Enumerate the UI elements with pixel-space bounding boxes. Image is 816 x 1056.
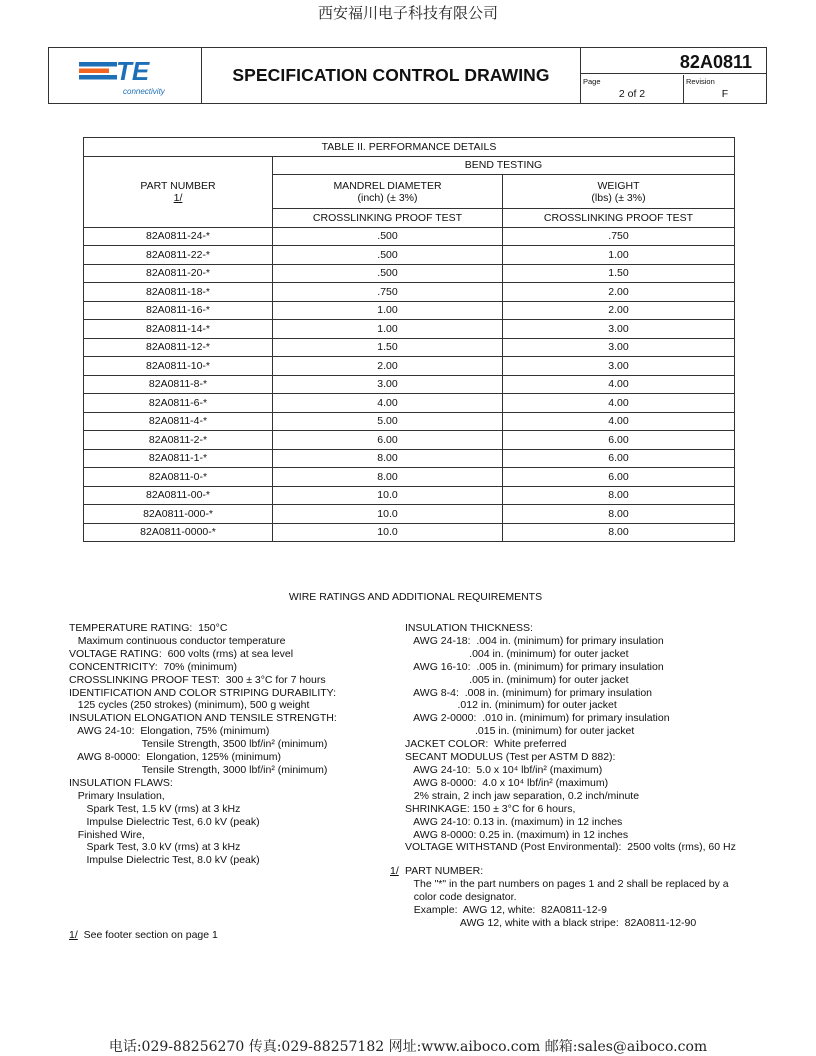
weight-cell: 8.00 <box>503 486 735 505</box>
weight-cell: 2.00 <box>503 301 735 320</box>
part-number-cell: 82A0811-22-* <box>84 246 273 265</box>
requirement-line: SECANT MODULUS (Test per ASTM D 882): <box>405 751 616 764</box>
requirement-line: Primary Insulation, <box>69 789 165 802</box>
mandrel-diameter-cell: 10.0 <box>273 505 503 524</box>
performance-table <box>83 137 735 542</box>
weight-cell: 4.00 <box>503 394 735 413</box>
bend-testing-header: BEND TESTING <box>273 156 735 175</box>
part-number-cell: 82A0811-18-* <box>84 283 273 302</box>
mandrel-subheader: CROSSLINKING PROOF TEST <box>273 209 503 228</box>
weight-cell: 2.00 <box>503 283 735 302</box>
revision-value: F <box>721 88 729 100</box>
note-line: color code designator. <box>405 890 517 903</box>
part-number-header <box>84 156 273 227</box>
requirement-line: AWG 24-18: .004 in. (minimum) for primary insulation <box>405 634 664 647</box>
weight-cell: 4.00 <box>503 412 735 431</box>
table-row <box>84 320 735 339</box>
mandrel-diameter-cell: .500 <box>273 264 503 283</box>
part-number-cell: 82A0811-20-* <box>84 264 273 283</box>
wire-ratings-left-column <box>69 622 337 867</box>
requirement-line: .012 in. (minimum) for outer jacket <box>405 699 617 712</box>
te-logo-icon <box>49 48 201 103</box>
footnote-mark: 1/ <box>69 929 78 941</box>
part-number-note-text <box>405 865 729 930</box>
title-block <box>48 47 767 104</box>
note-line: AWG 12, white with a black stripe: 82A0811-12-90 <box>405 916 697 929</box>
wire-ratings-title: WIRE RATINGS AND ADDITIONAL REQUIREMENTS <box>288 591 543 603</box>
mandrel-diameter-cell: .500 <box>273 246 503 265</box>
requirement-line: CONCENTRICITY: 70% (minimum) <box>69 660 238 673</box>
requirement-line: Impulse Dielectric Test, 8.0 kV (peak) <box>69 854 260 867</box>
mandrel-diameter-cell: 6.00 <box>273 431 503 450</box>
part-number-cell: 82A0811-16-* <box>84 301 273 320</box>
table-row <box>84 394 735 413</box>
table-row <box>84 357 735 376</box>
document-title: SPECIFICATION CONTROL DRAWING <box>202 48 581 103</box>
note-line: Example: AWG 12, white: 82A0811-12-9 <box>405 903 607 916</box>
requirement-line: AWG 8-0000: Elongation, 125% (minimum) <box>69 751 282 764</box>
part-number-cell: 82A0811-0000-* <box>84 523 273 542</box>
requirement-line: AWG 24-10: 5.0 x 10⁴ lbf/in² (maximum) <box>405 763 603 776</box>
table-row <box>84 338 735 357</box>
requirement-line: Tensile Strength, 3000 lbf/in² (minimum) <box>69 763 328 776</box>
weight-cell: 8.00 <box>503 523 735 542</box>
weight-cell: 3.00 <box>503 320 735 339</box>
requirement-line: INSULATION FLAWS: <box>69 776 173 789</box>
mandrel-diameter-cell: 8.00 <box>273 468 503 487</box>
page-label: Page <box>583 77 601 86</box>
requirement-line: 2% strain, 2 inch jaw separation, 0.2 inch/minute <box>405 789 640 802</box>
revision-cell <box>684 75 766 103</box>
requirement-line: VOLTAGE WITHSTAND (Post Environmental): 2500 volts (rms), 60 Hz <box>405 841 736 854</box>
part-number-cell: 82A0811-24-* <box>84 227 273 246</box>
mandrel-diameter-cell: 8.00 <box>273 449 503 468</box>
mandrel-diameter-cell: .750 <box>273 283 503 302</box>
table-row <box>84 412 735 431</box>
footnote-text: See footer section on page 1 <box>77 929 218 941</box>
table-row <box>84 505 735 524</box>
requirement-line: INSULATION THICKNESS: <box>405 622 533 634</box>
weight-cell: 1.00 <box>503 246 735 265</box>
mandrel-header-line1: MANDREL DIAMETER <box>333 179 442 192</box>
part-number-note: 1/ <box>173 191 183 204</box>
requirement-line: SHRINKAGE: 150 ± 3°C for 6 hours, <box>405 802 576 815</box>
weight-cell: 6.00 <box>503 431 735 450</box>
requirement-line: AWG 24-10: 0.13 in. (maximum) in 12 inches <box>405 815 623 828</box>
top-banner: 西安福川电子科技有限公司 <box>317 4 498 22</box>
table-row <box>84 468 735 487</box>
document-number: 82A0811 <box>581 48 766 74</box>
table-title-row <box>84 138 735 157</box>
part-number-cell: 82A0811-10-* <box>84 357 273 376</box>
table-row <box>84 486 735 505</box>
table-row <box>84 449 735 468</box>
revision-label: Revision <box>686 77 715 86</box>
mandrel-diameter-cell: 1.00 <box>273 301 503 320</box>
mandrel-diameter-cell: 1.50 <box>273 338 503 357</box>
weight-header-line1: WEIGHT <box>597 179 640 192</box>
requirement-line: AWG 8-0000: 0.25 in. (maximum) in 12 inches <box>405 828 629 841</box>
requirement-line: Spark Test, 3.0 kV (rms) at 3 kHz <box>69 841 241 854</box>
logo-subtext: connectivity <box>123 87 165 96</box>
weight-cell: 6.00 <box>503 468 735 487</box>
table-row <box>84 523 735 542</box>
requirement-line: JACKET COLOR: White preferred <box>405 738 567 751</box>
requirement-line: .005 in. (minimum) for outer jacket <box>405 673 629 686</box>
weight-subheader: CROSSLINKING PROOF TEST <box>503 209 735 228</box>
requirement-line: .004 in. (minimum) for outer jacket <box>405 647 629 660</box>
wire-ratings-right-column <box>405 622 736 854</box>
requirement-line: AWG 16-10: .005 in. (minimum) for primary insulation <box>405 660 664 673</box>
part-number-cell: 82A0811-00-* <box>84 486 273 505</box>
requirement-line: .015 in. (minimum) for outer jacket <box>405 725 635 738</box>
weight-cell: 8.00 <box>503 505 735 524</box>
part-number-cell: 82A0811-000-* <box>84 505 273 524</box>
weight-cell: 3.00 <box>503 357 735 376</box>
note-line: The "*" in the part numbers on pages 1 and 2 shall be replaced by a <box>405 877 729 890</box>
part-number-cell: 82A0811-12-* <box>84 338 273 357</box>
page-value: 2 of 2 <box>618 88 646 100</box>
part-number-cell: 82A0811-0-* <box>84 468 273 487</box>
mandrel-diameter-cell: 10.0 <box>273 486 503 505</box>
weight-cell: 4.00 <box>503 375 735 394</box>
mandrel-diameter-cell: 3.00 <box>273 375 503 394</box>
weight-header-line2: (lbs) (± 3%) <box>591 191 646 204</box>
requirement-line: INSULATION ELONGATION AND TENSILE STRENGTH: <box>69 712 337 725</box>
page-cell <box>581 75 684 103</box>
weight-cell: .750 <box>503 227 735 246</box>
mandrel-header-line2: (inch) (± 3%) <box>357 191 418 204</box>
table-row <box>84 375 735 394</box>
weight-cell: 6.00 <box>503 449 735 468</box>
mandrel-diameter-cell: 2.00 <box>273 357 503 376</box>
requirement-line: Maximum continuous conductor temperature <box>69 634 286 647</box>
mandrel-diameter-cell: 4.00 <box>273 394 503 413</box>
logo-text: TE <box>116 56 150 86</box>
requirement-line: AWG 24-10: Elongation, 75% (minimum) <box>69 725 270 738</box>
mandrel-diameter-cell: 10.0 <box>273 523 503 542</box>
part-number-cell: 82A0811-14-* <box>84 320 273 339</box>
table-row <box>84 301 735 320</box>
mandrel-diameter-cell: 5.00 <box>273 412 503 431</box>
part-number-note-block <box>390 865 729 929</box>
requirement-line: Finished Wire, <box>69 828 145 841</box>
part-number-cell: 82A0811-8-* <box>84 375 273 394</box>
contact-footer: 电话:029-88256270 传真:029-88257182 网址:www.aiboco.com 邮箱:sales@aiboco.com <box>108 1039 708 1055</box>
requirement-line: TEMPERATURE RATING: 150°C <box>69 622 228 634</box>
weight-cell: 3.00 <box>503 338 735 357</box>
requirement-line: Tensile Strength, 3500 lbf/in² (minimum) <box>69 738 328 751</box>
requirement-line: Impulse Dielectric Test, 6.0 kV (peak) <box>69 815 260 828</box>
table-row <box>84 227 735 246</box>
mandrel-diameter-cell: 1.00 <box>273 320 503 339</box>
note-line: PART NUMBER: <box>405 865 484 877</box>
requirement-line: AWG 8-4: .008 in. (minimum) for primary insulation <box>405 686 653 699</box>
part-number-label: PART NUMBER <box>140 179 216 192</box>
part-number-cell: 82A0811-6-* <box>84 394 273 413</box>
part-number-cell: 82A0811-4-* <box>84 412 273 431</box>
part-number-cell: 82A0811-1-* <box>84 449 273 468</box>
mandrel-diameter-header <box>273 175 503 209</box>
requirement-line: Spark Test, 1.5 kV (rms) at 3 kHz <box>69 802 241 815</box>
requirement-line: AWG 8-0000: 4.0 x 10⁴ lbf/in² (maximum) <box>405 776 609 789</box>
part-number-note-mark: 1/ <box>390 865 399 877</box>
requirement-line: 125 cycles (250 strokes) (minimum), 500 g weight <box>69 699 310 712</box>
te-logo <box>49 48 202 103</box>
requirement-line: CROSSLINKING PROOF TEST: 300 ± 3°C for 7 hours <box>69 673 326 686</box>
requirement-line: IDENTIFICATION AND COLOR STRIPING DURABILITY: <box>69 686 337 699</box>
table-row <box>84 246 735 265</box>
table-row <box>84 431 735 450</box>
table-row <box>84 283 735 302</box>
weight-header <box>503 175 735 209</box>
table-row <box>84 264 735 283</box>
mandrel-diameter-cell: .500 <box>273 227 503 246</box>
part-number-cell: 82A0811-2-* <box>84 431 273 450</box>
footnote <box>69 929 218 942</box>
requirement-line: VOLTAGE RATING: 600 volts (rms) at sea level <box>69 647 294 660</box>
table-title: TABLE II. PERFORMANCE DETAILS <box>84 138 735 157</box>
weight-cell: 1.50 <box>503 264 735 283</box>
requirement-line: AWG 2-0000: .010 in. (minimum) for primary insulation <box>405 712 670 725</box>
